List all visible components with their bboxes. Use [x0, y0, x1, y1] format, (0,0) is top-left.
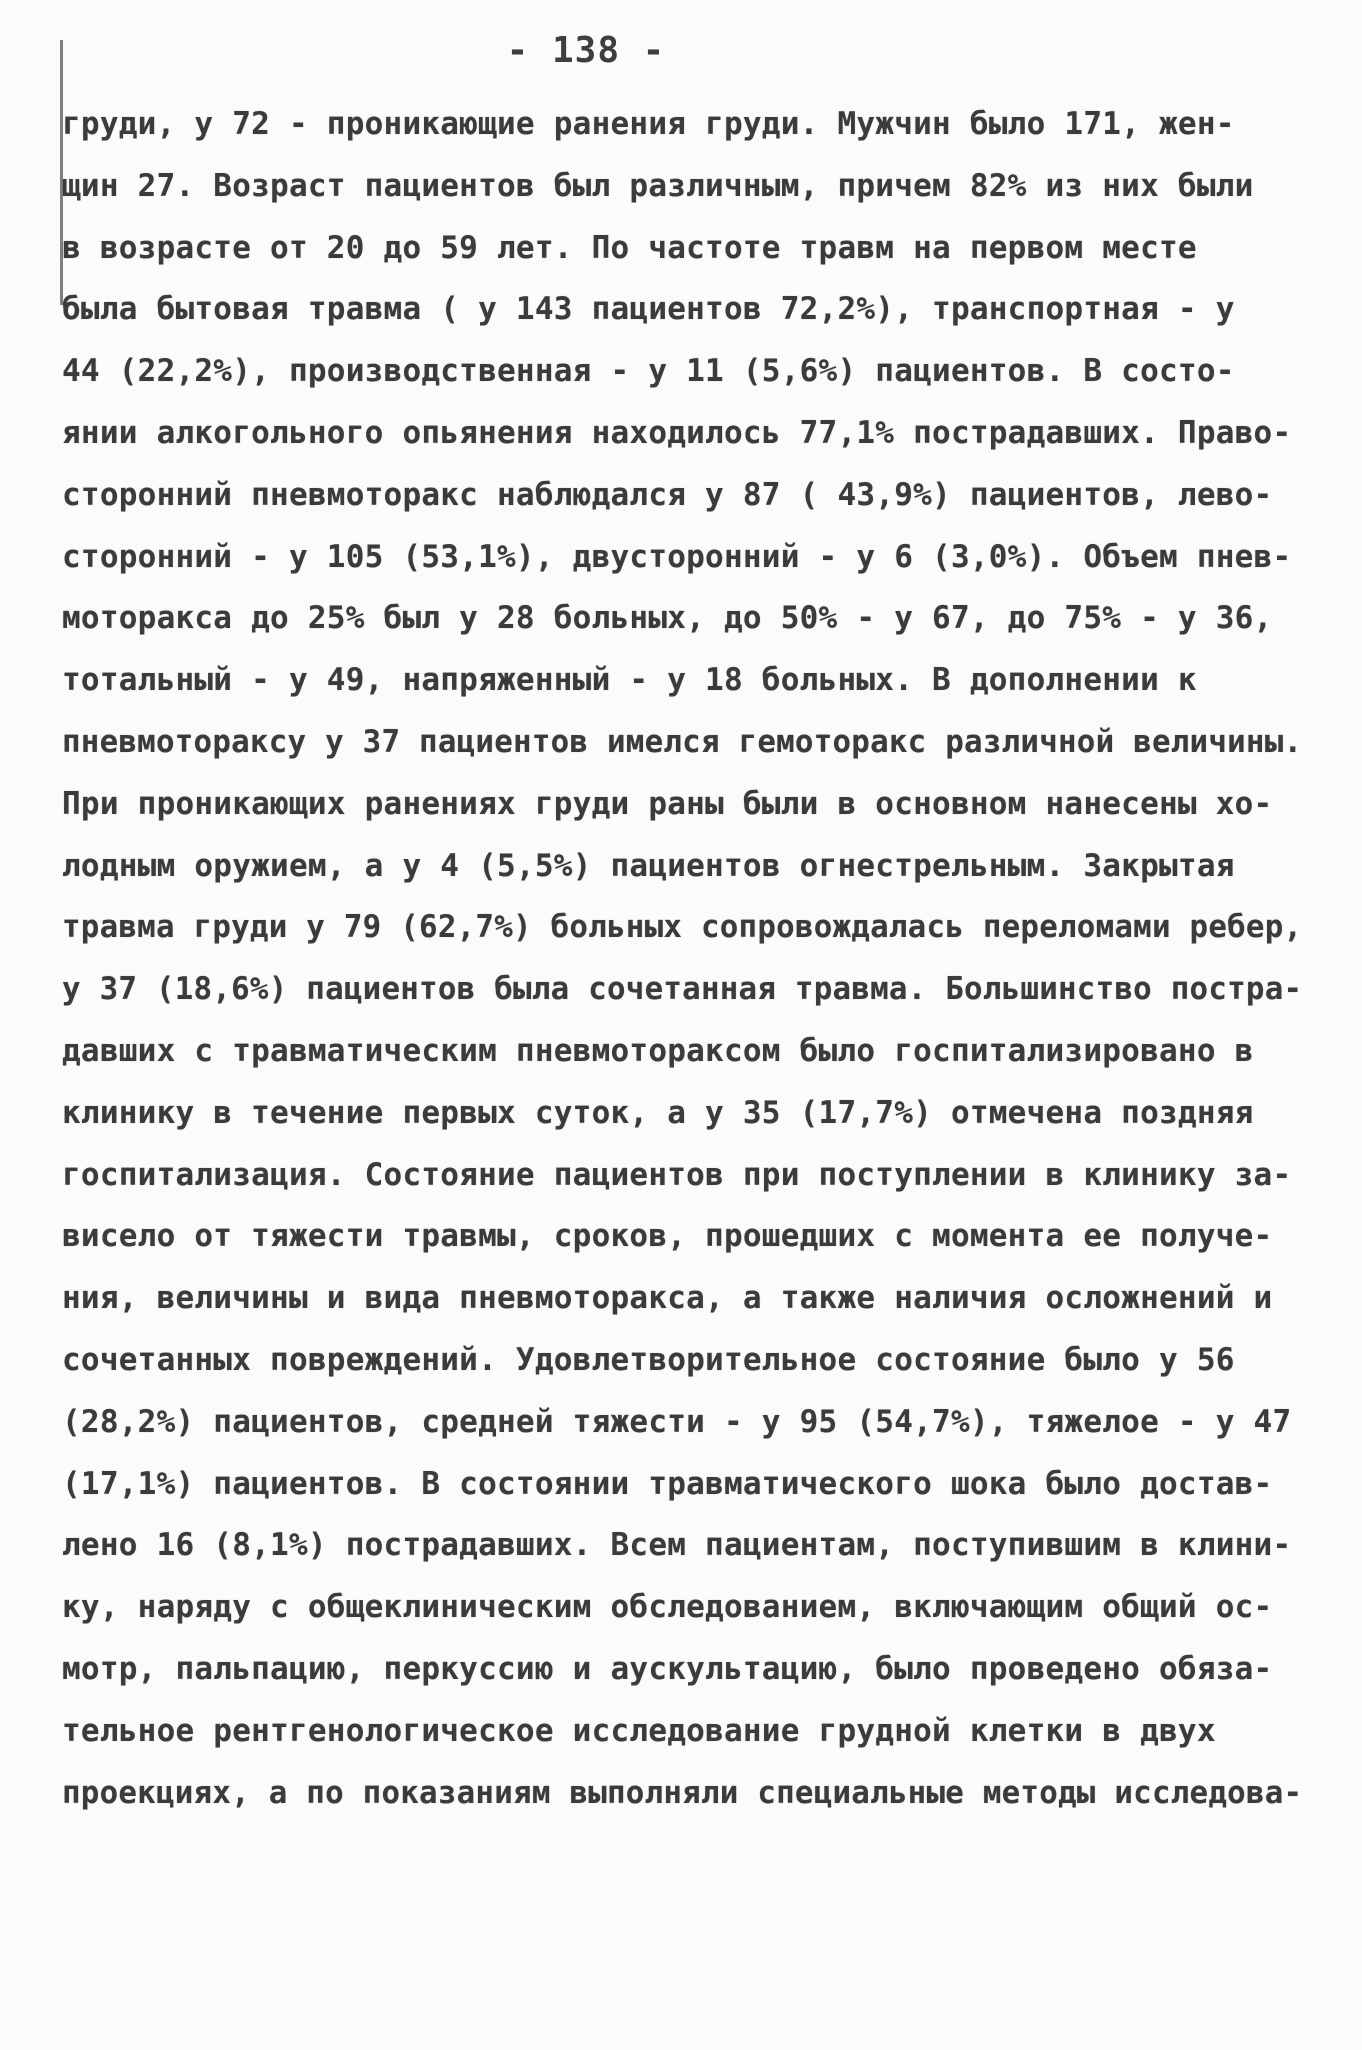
text-line: клинику в течение первых суток, а у 35 (17,7%) отмечена поздняя	[62, 1094, 1254, 1131]
text-line: моторакса до 25% был у 28 больных, до 50% - у 67, до 75% - у 36,	[62, 600, 1273, 637]
text-line: щин 27. Возраст пациентов был различным, причем 82% из них были	[62, 167, 1254, 204]
text-line: сторонний пневмоторакс наблюдался у 87 ( 43,9%) пациентов, лево-	[62, 476, 1273, 513]
page-number: - 138 -	[506, 30, 666, 71]
text-line: госпитализация. Состояние пациентов при поступлении в клинику за-	[62, 1156, 1292, 1193]
text-line: в возрасте от 20 до 59 лет. По частоте травм на первом месте	[62, 229, 1197, 266]
text-line: проекциях, а по показаниям выполняли специальные методы исследова-	[62, 1774, 1303, 1811]
text-line: лодным оружием, а у 4 (5,5%) пациентов огнестрельным. Закрытая	[62, 847, 1235, 884]
text-line: мотр, пальпацию, перкуссию и аускультацию, было проведено обяза-	[62, 1650, 1273, 1687]
text-line: ку, наряду с общеклиническим обследованием, включающим общий ос-	[62, 1589, 1273, 1626]
text-line: лено 16 (8,1%) пострадавших. Всем пациентам, поступившим в клини-	[62, 1527, 1292, 1564]
page-number-container	[0, 30, 1362, 71]
text-line: (17,1%) пациентов. В состоянии травматического шока было достав-	[62, 1465, 1273, 1502]
text-line: При проникающих ранениях груди раны были в основном нанесены хо-	[62, 785, 1273, 822]
body-text	[62, 94, 1307, 1824]
text-line: давших с травматическим пневмотораксом было госпитализировано в	[62, 1032, 1254, 1069]
text-line: сочетанных повреждений. Удовлетворительное состояние было у 56	[62, 1341, 1235, 1378]
text-line: (28,2%) пациентов, средней тяжести - у 95 (54,7%), тяжелое - у 47	[62, 1403, 1292, 1440]
text-line: пневмотораксу у 37 пациентов имелся гемоторакс различной величины.	[62, 723, 1303, 760]
text-line: 44 (22,2%), производственная - у 11 (5,6%) пациентов. В состо-	[62, 353, 1235, 390]
text-line: висело от тяжести травмы, сроков, прошедших с момента ее получе-	[62, 1218, 1273, 1255]
text-line: тотальный - у 49, напряженный - у 18 больных. В дополнении к	[62, 662, 1197, 699]
text-line: тельное рентгенологическое исследование грудной клетки в двух	[62, 1712, 1216, 1749]
text-line: груди, у 72 - проникающие ранения груди. Мужчин было 171, жен-	[62, 106, 1235, 142]
text-line: сторонний - у 105 (53,1%), двусторонний - у 6 (3,0%). Объем пнев-	[62, 538, 1292, 575]
text-line: была бытовая травма ( у 143 пациентов 72,2%), транспортная - у	[62, 291, 1235, 328]
text-line: у 37 (18,6%) пациентов была сочетанная травма. Большинство постра-	[62, 971, 1303, 1008]
text-line: травма груди у 79 (62,7%) больных сопровождалась переломами ребер,	[62, 909, 1303, 946]
text-line: ния, величины и вида пневмоторакса, а также наличия осложнений и	[62, 1280, 1273, 1317]
text-line: янии алкогольного опьянения находилось 77,1% пострадавших. Право-	[62, 414, 1292, 451]
